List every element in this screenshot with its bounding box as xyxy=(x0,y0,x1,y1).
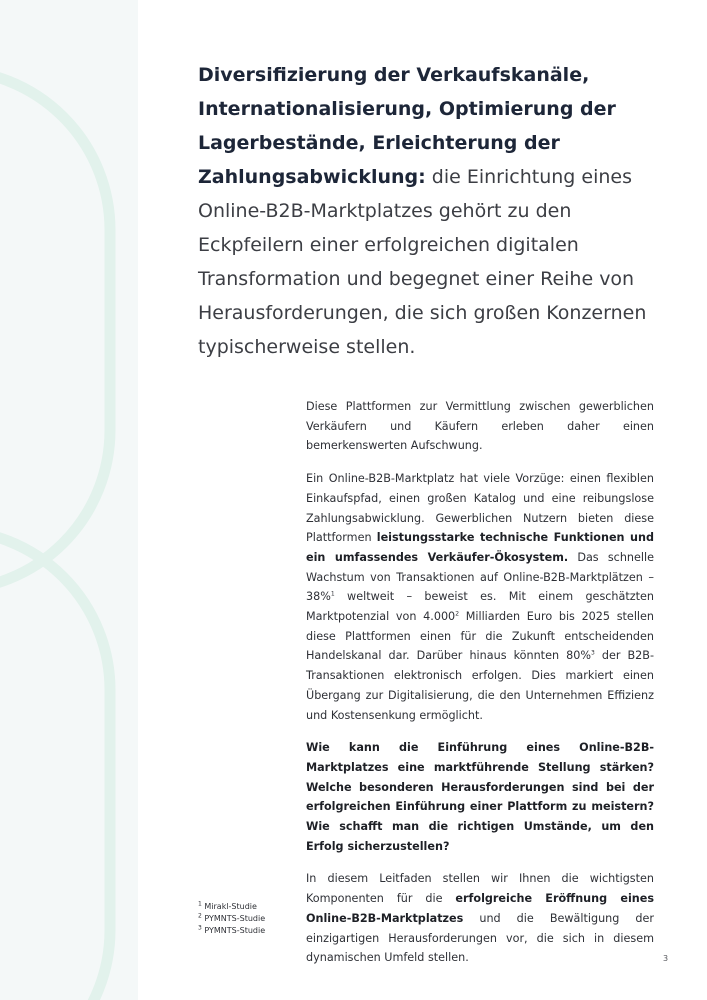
footnote-text: PYMNTS-Studie xyxy=(201,926,266,935)
p2-part-e: der B2B-Transaktionen elektronisch erfolgen. Dies markiert einen Übergang zur Digitalisierung, die den Unternehmen Effizienz und Kostensenkung ermöglicht. xyxy=(306,649,654,722)
footnote-num: 1 xyxy=(198,900,202,908)
footnote-ref-1: 1 xyxy=(330,590,335,598)
footnote-ref-3: 3 xyxy=(590,649,595,657)
body-paragraph-3 xyxy=(306,738,654,856)
footnotes xyxy=(198,901,265,937)
footnote-2 xyxy=(198,913,265,925)
p2-part-c: weltweit – beweist es. Mit einem geschätzten Marktpotenzial von 4.000 xyxy=(306,590,654,624)
footnote-num: 3 xyxy=(198,924,202,932)
p2-bold: leistungsstarke technische Funktionen und ein umfassendes Verkäufer-Ökosystem. xyxy=(306,531,654,564)
p4-part-a: In diesem Leitfaden stellen wir Ihnen die wichtigsten Komponenten für die xyxy=(306,872,654,906)
body-paragraph-2 xyxy=(306,469,654,725)
footnote-text: Mirakl-Studie xyxy=(201,902,257,911)
page-number: 3 xyxy=(663,954,669,963)
p2-part-a: Ein Online-B2B-Marktplatz hat viele Vorzüge: einen flexiblen Einkaufspfad, einen großen Katalog und eine reibungslose Zahlungsabwicklung. Gewerblichen Nutzern bieten diese Plattformen xyxy=(306,472,654,545)
side-band xyxy=(0,0,138,1000)
p3-bold-questions: Wie kann die Einführung eines Online-B2B-Marktplatzes eine marktführende Stellung stärken? Welche besonderen Herausforderungen sind bei der erfolgreichen Einführung einer Plattform zu meistern? Wie schafft man die richtigen Umstände, um den Erfolg sicherzustellen? xyxy=(306,741,654,853)
footnote-3 xyxy=(198,925,265,937)
body-paragraph-1: Diese Plattformen zur Vermittlung zwischen gewerblichen Verkäufern und Käufern erleben daher einen bemerkenswerten Aufschwung. xyxy=(306,400,654,453)
intro-paragraph xyxy=(198,58,668,364)
body-column xyxy=(306,397,654,981)
p4-bold: erfolgreiche Eröffnung eines Online-B2B-Marktplatzes xyxy=(306,892,655,925)
decorative-outline xyxy=(0,0,138,1000)
footnote-text: PYMNTS-Studie xyxy=(201,914,266,923)
footnote-ref-2: 2 xyxy=(455,610,460,618)
intro-bold: Diversifizierung der Verkaufskanäle, Internationalisierung, Optimierung der Lagerbestände, Erleichterung der Zahlungsabwicklung: xyxy=(198,64,616,188)
p4-part-b: und die Bewältigung der einzigartigen Herausforderungen vor, die sich in diesem dynamischen Umfeld stellen. xyxy=(306,911,654,965)
p2-part-d: Milliarden Euro bis 2025 stellen diese Plattformen einen für die Zukunft entscheidenden Handelskanal dar. Darüber hinaus könnten 80% xyxy=(306,610,655,663)
body-paragraph-4 xyxy=(306,869,654,968)
p2-part-b: Das schnelle Wachstum von Transaktionen auf Online-B2B-Marktplätzen – 38% xyxy=(306,550,654,604)
footnote-num: 2 xyxy=(198,912,202,920)
intro-regular: die Einrichtung eines Online-B2B-Marktplatzes gehört zu den Eckpfeilern einer erfolgreichen digitalen Transformation und begegnet einer Reihe von Herausforderungen, die sich großen Konzernen typischerweise stellen. xyxy=(198,166,647,358)
footnote-1 xyxy=(198,901,265,913)
